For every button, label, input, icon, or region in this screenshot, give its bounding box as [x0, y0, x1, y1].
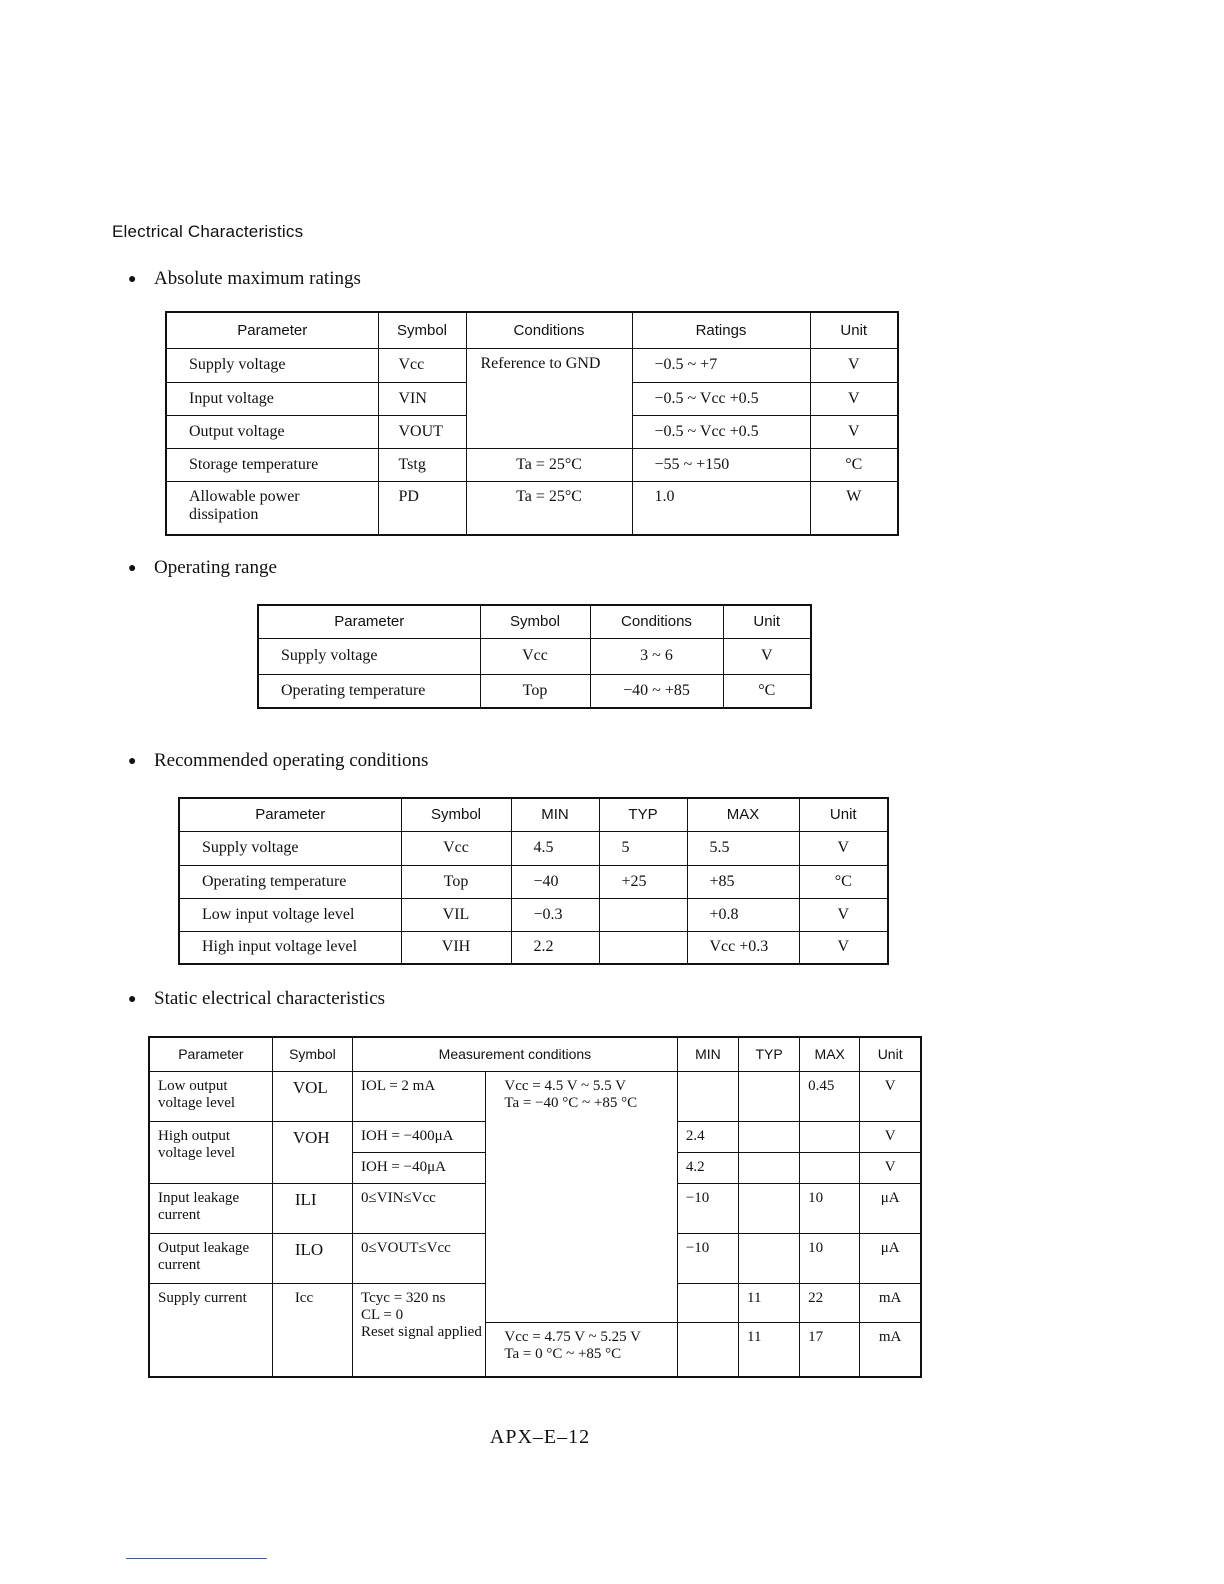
header-cell: MIN — [511, 798, 599, 831]
min-cell: 2.2 — [511, 931, 599, 964]
param-cell: Operating temperature — [179, 865, 401, 898]
table-row — [179, 931, 888, 964]
max-cell: Vcc +0.3 — [687, 931, 799, 964]
param-cell: Supply current — [149, 1283, 272, 1377]
symbol-cell: VOL — [272, 1071, 352, 1121]
symbol-cell: Vcc — [401, 831, 511, 865]
rating-cell: 1.0 — [632, 481, 810, 535]
typ-cell: 5 — [599, 831, 687, 865]
divider-line — [126, 1558, 267, 1559]
env-condition-2: Vcc = 4.75 V ~ 5.25 V Ta = 0 °C ~ +85 °C — [486, 1322, 677, 1377]
max-cell: 0.45 — [800, 1071, 860, 1121]
max-cell — [800, 1121, 860, 1152]
unit-cell: V — [860, 1071, 921, 1121]
unit-cell: V — [810, 382, 898, 415]
typ-cell — [739, 1152, 800, 1183]
header-cell: Unit — [799, 798, 888, 831]
condition-cell: Ta = 25°C — [466, 481, 632, 535]
param-cell: Low input voltage level — [179, 898, 401, 931]
table-header-row — [166, 312, 898, 348]
symbol-cell: PD — [378, 481, 466, 535]
table-row — [179, 865, 888, 898]
max-cell — [800, 1152, 860, 1183]
bullet-icon: ● — [128, 753, 137, 769]
unit-cell: V — [810, 415, 898, 448]
header-cell: Unit — [810, 312, 898, 348]
typ-cell: +25 — [599, 865, 687, 898]
symbol-cell: Tstg — [378, 448, 466, 481]
rec-op-table — [178, 797, 889, 965]
header-cell: MIN — [677, 1037, 738, 1071]
param-cell: Input voltage — [166, 382, 378, 415]
symbol-cell: ILI — [272, 1183, 352, 1233]
rating-cell: −0.5 ~ Vcc +0.5 — [632, 382, 810, 415]
env-condition-1: Vcc = 4.5 V ~ 5.5 V Ta = −40 °C ~ +85 °C — [486, 1071, 677, 1322]
header-cell: Conditions — [466, 312, 632, 348]
typ-cell: 11 — [739, 1283, 800, 1322]
unit-cell: V — [860, 1152, 921, 1183]
abs-max-table — [165, 311, 899, 536]
condition-cell: 0≤VOUT≤Vcc — [353, 1233, 486, 1283]
max-cell: 5.5 — [687, 831, 799, 865]
symbol-cell: VOUT — [378, 415, 466, 448]
icc-condition-cell: Tcyc = 320 ns CL = 0 Reset signal applied — [353, 1283, 486, 1377]
min-cell: −40 — [511, 865, 599, 898]
condition-cell: IOL = 2 mA — [353, 1071, 486, 1121]
unit-cell: mA — [860, 1322, 921, 1377]
table-row — [166, 448, 898, 481]
min-cell: −10 — [677, 1183, 738, 1233]
min-cell: 2.4 — [677, 1121, 738, 1152]
section-title-op-range: ● Operating range — [128, 557, 277, 578]
header-cell: TYP — [739, 1037, 800, 1071]
header-cell: Symbol — [480, 605, 590, 638]
param-cell: Input leakage current — [149, 1183, 272, 1233]
max-cell: 10 — [800, 1183, 860, 1233]
unit-cell: μA — [860, 1233, 921, 1283]
table-header-row — [258, 605, 811, 638]
param-cell: Output voltage — [166, 415, 378, 448]
unit-cell: °C — [723, 674, 811, 708]
section-title-abs-max: ● Absolute maximum ratings — [128, 268, 361, 289]
unit-cell: V — [799, 898, 888, 931]
header-cell: Parameter — [149, 1037, 272, 1071]
min-cell: 4.5 — [511, 831, 599, 865]
bullet-icon: ● — [128, 271, 137, 287]
table-row — [166, 481, 898, 535]
unit-cell: V — [799, 831, 888, 865]
condition-cell: −40 ~ +85 — [590, 674, 723, 708]
min-cell — [677, 1283, 738, 1322]
symbol-cell: Vcc — [480, 638, 590, 674]
page-number: APX–E–12 — [489, 1426, 591, 1448]
page-heading: Electrical Characteristics — [112, 222, 304, 241]
typ-cell — [599, 898, 687, 931]
param-cell: High output voltage level — [149, 1121, 272, 1183]
header-cell: Conditions — [590, 605, 723, 638]
symbol-cell: VIL — [401, 898, 511, 931]
symbol-cell: Icc — [272, 1283, 352, 1377]
header-cell: MAX — [687, 798, 799, 831]
param-cell: High input voltage level — [179, 931, 401, 964]
header-cell: Ratings — [632, 312, 810, 348]
max-cell: 22 — [800, 1283, 860, 1322]
unit-cell: °C — [810, 448, 898, 481]
min-cell: 4.2 — [677, 1152, 738, 1183]
condition-cell: 0≤VIN≤Vcc — [353, 1183, 486, 1233]
condition-cell: IOH = −400μA — [353, 1121, 486, 1152]
table-row — [258, 674, 811, 708]
param-cell: Storage temperature — [166, 448, 378, 481]
param-cell: Supply voltage — [179, 831, 401, 865]
bullet-icon: ● — [128, 991, 137, 1007]
max-cell: 10 — [800, 1233, 860, 1283]
header-cell: Unit — [723, 605, 811, 638]
table-row — [179, 831, 888, 865]
table-header-row — [179, 798, 888, 831]
min-cell — [677, 1071, 738, 1121]
unit-cell: V — [799, 931, 888, 964]
table-row — [149, 1071, 921, 1121]
header-cell: Symbol — [378, 312, 466, 348]
header-cell: Measurement conditions — [353, 1037, 678, 1071]
section-title-static: ● Static electrical characteristics — [128, 988, 386, 1009]
condition-cell: Reference to GND — [466, 348, 632, 448]
symbol-cell: Vcc — [378, 348, 466, 382]
header-cell: Unit — [860, 1037, 921, 1071]
max-cell: +0.8 — [687, 898, 799, 931]
symbol-cell: Top — [401, 865, 511, 898]
min-cell: −10 — [677, 1233, 738, 1283]
condition-cell: Ta = 25°C — [466, 448, 632, 481]
max-cell: 17 — [800, 1322, 860, 1377]
header-cell: Parameter — [166, 312, 378, 348]
header-cell: Parameter — [179, 798, 401, 831]
header-cell: Symbol — [272, 1037, 352, 1071]
typ-cell — [599, 931, 687, 964]
unit-cell: °C — [799, 865, 888, 898]
param-cell: Output leakage current — [149, 1233, 272, 1283]
unit-cell: V — [860, 1121, 921, 1152]
typ-cell — [739, 1121, 800, 1152]
max-cell: +85 — [687, 865, 799, 898]
param-cell: Low output voltage level — [149, 1071, 272, 1121]
table-row — [166, 348, 898, 382]
param-cell: Supply voltage — [258, 638, 480, 674]
table-header-row — [149, 1037, 921, 1071]
header-cell: MAX — [800, 1037, 860, 1071]
condition-cell: 3 ~ 6 — [590, 638, 723, 674]
header-cell: TYP — [599, 798, 687, 831]
rating-cell: −55 ~ +150 — [632, 448, 810, 481]
param-cell: Allowable power dissipation — [166, 481, 378, 535]
typ-cell — [739, 1183, 800, 1233]
unit-cell: μA — [860, 1183, 921, 1233]
unit-cell: V — [723, 638, 811, 674]
unit-cell: W — [810, 481, 898, 535]
param-cell: Supply voltage — [166, 348, 378, 382]
header-cell: Symbol — [401, 798, 511, 831]
symbol-cell: VIH — [401, 931, 511, 964]
min-cell — [677, 1322, 738, 1377]
table-row — [258, 638, 811, 674]
typ-cell: 11 — [739, 1322, 800, 1377]
rating-cell: −0.5 ~ Vcc +0.5 — [632, 415, 810, 448]
header-cell: Parameter — [258, 605, 480, 638]
table-row — [179, 898, 888, 931]
param-cell: Operating temperature — [258, 674, 480, 708]
bullet-icon: ● — [128, 560, 137, 576]
min-cell: −0.3 — [511, 898, 599, 931]
symbol-cell: ILO — [272, 1233, 352, 1283]
symbol-cell: VOH — [272, 1121, 352, 1183]
symbol-cell: Top — [480, 674, 590, 708]
static-table — [148, 1036, 922, 1378]
typ-cell — [739, 1233, 800, 1283]
typ-cell — [739, 1071, 800, 1121]
unit-cell: mA — [860, 1283, 921, 1322]
rating-cell: −0.5 ~ +7 — [632, 348, 810, 382]
unit-cell: V — [810, 348, 898, 382]
condition-cell: IOH = −40μA — [353, 1152, 486, 1183]
symbol-cell: VIN — [378, 382, 466, 415]
op-range-table — [257, 604, 812, 709]
section-title-rec-op: ● Recommended operating conditions — [128, 750, 429, 771]
